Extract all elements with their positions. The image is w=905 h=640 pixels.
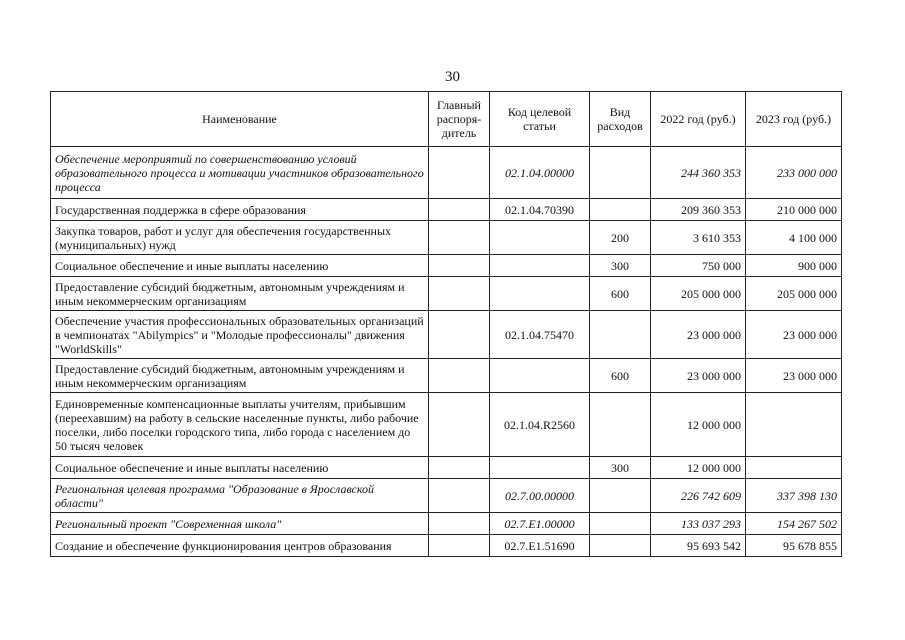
cell-expense-type: [590, 199, 651, 221]
cell-expense-type: [590, 393, 651, 457]
table-row: [51, 479, 842, 513]
cell-code: 02.1.04.75470: [490, 311, 590, 359]
cell-2022: 226 742 609: [651, 479, 746, 513]
cell-expense-type: [590, 311, 651, 359]
cell-2023: 205 000 000: [746, 277, 842, 311]
cell-expense-type: 300: [590, 255, 651, 277]
cell-2022: 23 000 000: [651, 359, 746, 393]
cell-2023: 23 000 000: [746, 311, 842, 359]
cell-name: Социальное обеспечение и иные выплаты населению: [51, 255, 429, 277]
cell-code: 02.7.00.00000: [490, 479, 590, 513]
table-row: [51, 535, 842, 557]
cell-expense-type: 300: [590, 457, 651, 479]
cell-code: [490, 457, 590, 479]
cell-name: Создание и обеспечение функционирования центров образования: [51, 535, 429, 557]
cell-2023: 154 267 502: [746, 513, 842, 535]
header-2022: 2022 год (руб.): [651, 92, 746, 147]
cell-2022: 750 000: [651, 255, 746, 277]
cell-2022: 244 360 353: [651, 147, 746, 199]
table-row: [51, 359, 842, 393]
cell-manager: [429, 277, 490, 311]
cell-2023: 900 000: [746, 255, 842, 277]
cell-name: Предоставление субсидий бюджетным, автономным учреждениям и иным некоммерческим организациям: [51, 277, 429, 311]
table-row: [51, 199, 842, 221]
cell-code: [490, 221, 590, 255]
header-2023: 2023 год (руб.): [746, 92, 842, 147]
cell-code: 02.1.04.R2560: [490, 393, 590, 457]
cell-2023: [746, 393, 842, 457]
cell-manager: [429, 221, 490, 255]
cell-code: 02.7.E1.51690: [490, 535, 590, 557]
header-name: Наименование: [51, 92, 429, 147]
cell-expense-type: [590, 513, 651, 535]
cell-2023: 233 000 000: [746, 147, 842, 199]
cell-manager: [429, 457, 490, 479]
cell-name: Государственная поддержка в сфере образования: [51, 199, 429, 221]
table-row: [51, 393, 842, 457]
cell-code: [490, 255, 590, 277]
page-number: 30: [445, 69, 460, 85]
cell-name: Единовременные компенсационные выплаты учителям, прибывшим (переехавшим) на работу в сельские населенные пункты, либо рабочие поселки, либо поселки городского типа, либо города с населением до 50 тысяч человек: [51, 393, 429, 457]
cell-manager: [429, 147, 490, 199]
cell-2023: 23 000 000: [746, 359, 842, 393]
cell-code: 02.1.04.70390: [490, 199, 590, 221]
table-row: [51, 147, 842, 199]
cell-2022: 133 037 293: [651, 513, 746, 535]
cell-manager: [429, 311, 490, 359]
cell-expense-type: [590, 535, 651, 557]
cell-manager: [429, 359, 490, 393]
cell-name: Закупка товаров, работ и услуг для обеспечения государственных (муниципальных) нужд: [51, 221, 429, 255]
cell-manager: [429, 255, 490, 277]
cell-name: Обеспечение мероприятий по совершенствованию условий образовательного процесса и мотивации участников образовательного процесса: [51, 147, 429, 199]
cell-manager: [429, 535, 490, 557]
cell-2023: 210 000 000: [746, 199, 842, 221]
cell-name: Предоставление субсидий бюджетным, автономным учреждениям и иным некоммерческим организациям: [51, 359, 429, 393]
table-row: [51, 221, 842, 255]
cell-name: Обеспечение участия профессиональных образовательных организаций в чемпионатах "Abilympics" и "Молодые профессионалы" движения "WorldSkills": [51, 311, 429, 359]
cell-2023: 337 398 130: [746, 479, 842, 513]
cell-2022: 12 000 000: [651, 393, 746, 457]
cell-manager: [429, 199, 490, 221]
table-row: [51, 457, 842, 479]
cell-2023: 4 100 000: [746, 221, 842, 255]
cell-manager: [429, 479, 490, 513]
cell-expense-type: 600: [590, 359, 651, 393]
cell-manager: [429, 513, 490, 535]
cell-2023: 95 678 855: [746, 535, 842, 557]
table-row: [51, 311, 842, 359]
table-row: [51, 513, 842, 535]
cell-2022: 12 000 000: [651, 457, 746, 479]
budget-table: [50, 91, 842, 557]
cell-2022: 209 360 353: [651, 199, 746, 221]
cell-code: 02.7.E1.00000: [490, 513, 590, 535]
cell-name: Региональный проект "Современная школа": [51, 513, 429, 535]
cell-manager: [429, 393, 490, 457]
table-row: [51, 277, 842, 311]
header-expense-type: Вид расходов: [590, 92, 651, 147]
cell-name: Региональная целевая программа "Образование в Ярославской области": [51, 479, 429, 513]
cell-2022: 95 693 542: [651, 535, 746, 557]
cell-2022: 23 000 000: [651, 311, 746, 359]
cell-code: 02.1.04.00000: [490, 147, 590, 199]
cell-code: [490, 277, 590, 311]
cell-2022: 205 000 000: [651, 277, 746, 311]
cell-expense-type: [590, 147, 651, 199]
table-row: [51, 255, 842, 277]
cell-expense-type: [590, 479, 651, 513]
table-header-row: [51, 92, 842, 147]
cell-2023: [746, 457, 842, 479]
cell-2022: 3 610 353: [651, 221, 746, 255]
cell-expense-type: 200: [590, 221, 651, 255]
cell-name: Социальное обеспечение и иные выплаты населению: [51, 457, 429, 479]
header-manager: Главный распоря-дитель: [429, 92, 490, 147]
cell-code: [490, 359, 590, 393]
cell-expense-type: 600: [590, 277, 651, 311]
header-code: Код целевой статьи: [490, 92, 590, 147]
